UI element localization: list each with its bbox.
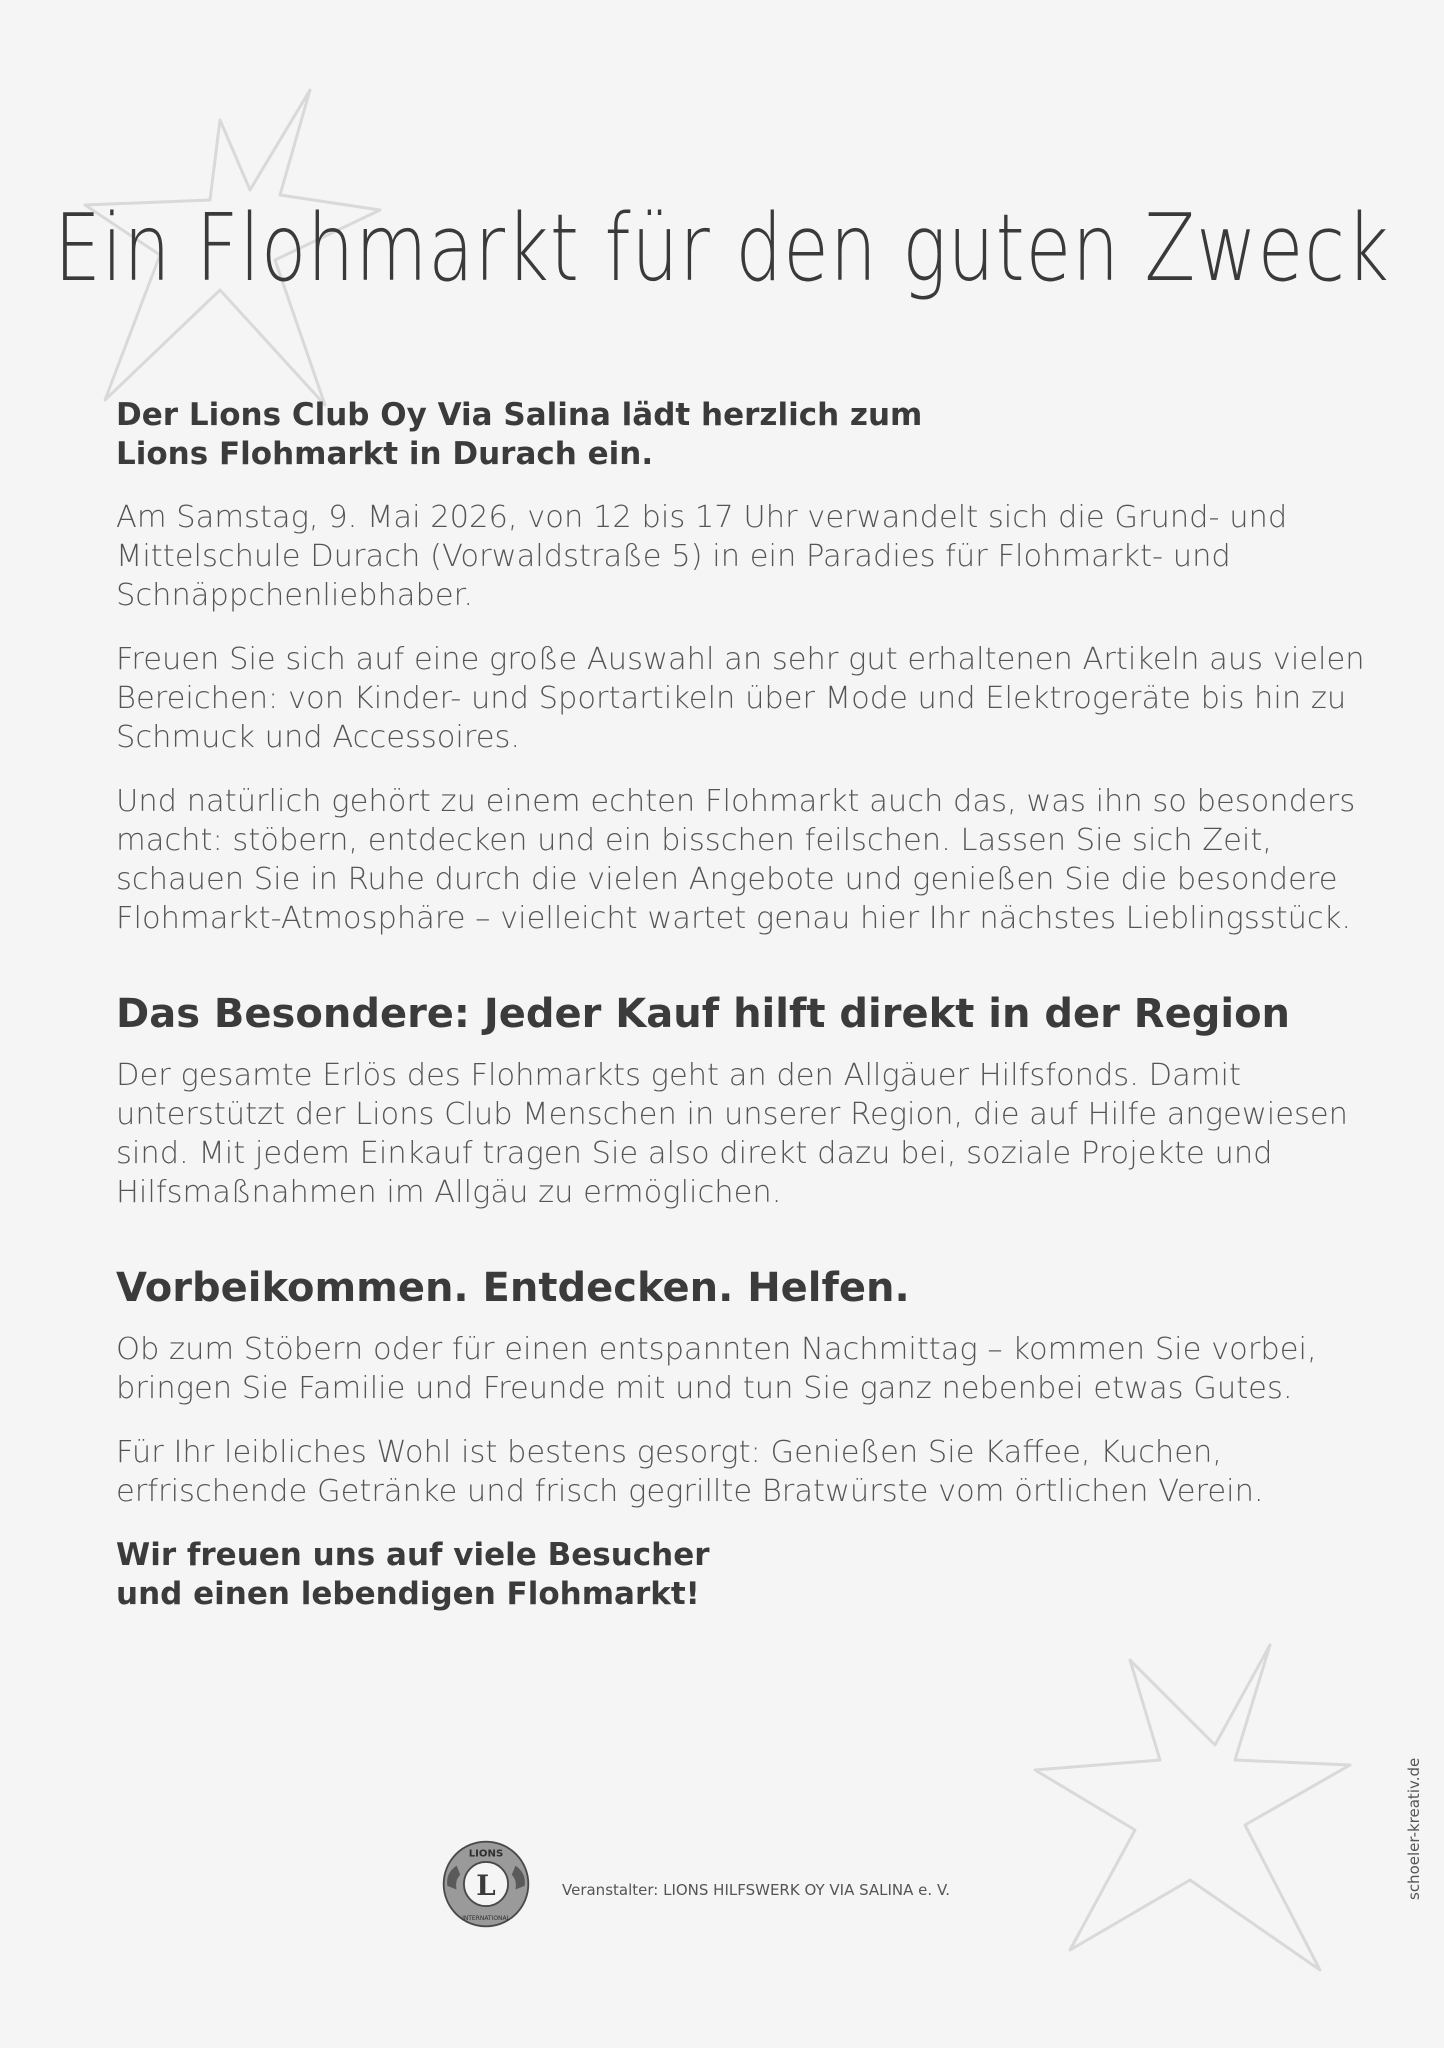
section-region-text: Der gesamte Erlös des Flohmarkts geht an den Allgäuer Hilfsfonds. Damit unterstützt der Lions Club Menschen in unserer Region, die auf Hilfe angewiesen sind. Mit jedem Einkauf tragen Sie also direkt dazu bei, soziale Projekte und Hilfsmaßnahmen im Allgäu zu ermöglichen. [116,1058,1348,1210]
section-heading-visit: Vorbeikommen. Entdecken. Helfen. [116,1265,910,1311]
designer-credit: schoeler-kreativ.de [1405,1757,1423,1900]
star-outline-bottom-right [1030,1640,1370,1980]
svg-text:LIONS: LIONS [468,1848,504,1860]
svg-text:L: L [476,1869,496,1903]
lions-logo-icon [440,1838,532,1930]
svg-text:INTERNATIONAL: INTERNATIONAL [462,1914,510,1922]
section-heading-region: Das Besondere: Jeder Kauf hilft direkt in der Region [116,991,1291,1037]
footer [440,1838,950,1930]
section-visit-paragraph-1: Ob zum Stöbern oder für einen entspannten Nachmittag – kommen Sie vorbei, bringen Sie Familie und Freunde mit und tun Sie ganz nebenbei etwas Gutes. [116,1332,1317,1406]
intro-paragraph-3: Und natürlich gehört zu einem echten Flohmarkt auch das, was ihn so besonders macht: stöbern, entdecken und ein bisschen feilschen. Lassen Sie sich Zeit, schauen Sie in Ruhe durch die vielen Angebote und genießen Sie die besondere Flohmarkt-Atmosphäre – vielleicht wartet genau hier Ihr nächstes Lieblingsstück. [116,784,1356,936]
intro-paragraph-2: Freuen Sie sich auf eine große Auswahl an sehr gut erhaltenen Artikeln aus vielen Bereichen: von Kinder- und Sportartikeln über Mode und Elektrogeräte bis hin zu Schmuck und Accessoires. [116,642,1365,755]
lead-text: Der Lions Club Oy Via Salina lädt herzlich zum Lions Flohmarkt in Durach ein. [116,397,923,472]
page-title: Ein Flohmarkt für den guten Zweck [54,195,1390,303]
main-content [116,396,1376,1614]
intro-paragraph-1: Am Samstag, 9. Mai 2026, von 12 bis 17 Uhr verwandelt sich die Grund- und Mittelschule Durach (Vorwaldstraße 5) in ein Paradies für Flohmarkt- und Schnäppchenliebhaber. [116,500,1288,613]
closing-text: Wir freuen uns auf viele Besucher und einen lebendigen Flohmarkt! [116,1537,710,1612]
section-visit-paragraph-2: Für Ihr leibliches Wohl ist bestens gesorgt: Genießen Sie Kaffee, Kuchen, erfrischende Getränke und frisch gegrillte Bratwürste vom örtlichen Verein. [116,1435,1264,1509]
organizer-text: Veranstalter: LIONS HILFSWERK OY VIA SALINA e. V. [562,1881,951,1899]
